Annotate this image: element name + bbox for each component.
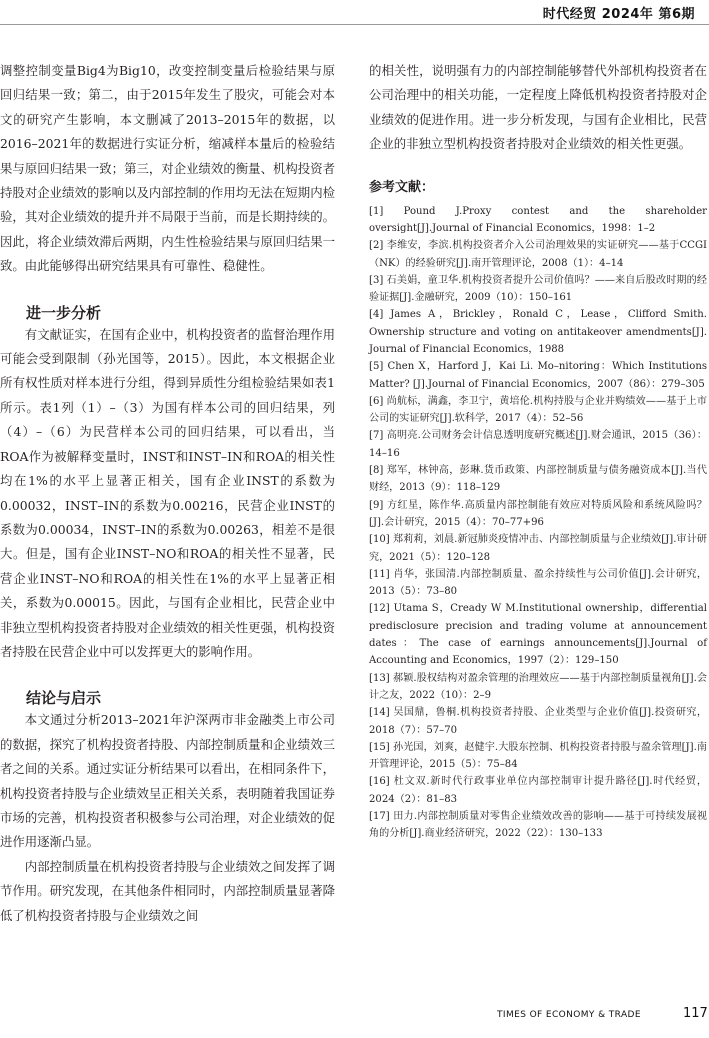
- left-column: [0, 60, 335, 928]
- reference-item: [9] 方红星，陈作华.高质量内部控制能有效应对特质风险和系统风险吗？[J].会计研究，2015（4）：70–77+96: [369, 499, 707, 528]
- reference-item: [17] 田力.内部控制质量对零售企业绩效改善的影响——基于可持续发展视角的分析[J].商业经济研究，2022（22）：130–133: [369, 811, 707, 840]
- reference-item: [5] Chen X，Harford J，Kai Li. Mo–nitoring：Which Institutions Matter? [J].Journal of Financial Economics，2007（86）：279–305: [369, 361, 707, 390]
- heading-conclusion: 结论与启示: [26, 689, 102, 708]
- heading-further-analysis: 进一步分析: [26, 303, 102, 322]
- reference-item: [6] 尚航标，满鑫，李卫宁，黄培伦.机构持股与企业并购绩效——基于上市公司的实证研究[J].软科学，2017（4）：52–56: [369, 395, 707, 425]
- reference-item: [3] 石美娟，童卫华.机构投资者提升公司价值吗？——来自后股改时期的经验证据[J].金融研究，2009（10）：150–161: [369, 274, 707, 304]
- paragraph-robustness: 调整控制变量Big4为Big10，改变控制变量后检验结果与原回归结果一致；第二，由于2015年发生了股灾，可能会对本文的研究产生影响，本文删减了2013–2015年的数据，以2016–2021年的数据进行实证分析，缩减样本量后的检验结果与原回归结果一致；第三，对企业绩效的衡量、机构投资者持股对企业绩效的影响以及内部控制的作用均无法在短期内检验，其对企业绩效的提升并不局限于当前，而是长期持续的。因此，将企业绩效滞后两期，内生性检验结果与原回归结果一致。由此能够得出研究结果具有可靠性、稳健性。: [0, 63, 335, 274]
- reference-item: [12] Utama S，Cready W M.Institutional ownership，differential predisclosure precision and trading volume at announcement dates：The case of earnings announcements[J].Journal of Accounting and Economics，1997（2）：129–150: [369, 603, 707, 667]
- reference-item: [14] 吴国鼎，鲁桐.机构投资者持股、企业类型与企业价值[J].投资研究，2018（7）：57–70: [369, 707, 707, 736]
- page-header: [0, 0, 709, 26]
- reference-item: [10] 郑莉莉，刘晨.新冠肺炎疫情冲击、内部控制质量与企业绩效[J].审计研究，2021（5）：120–128: [369, 534, 707, 563]
- reference-item: [13] 郝颖.股权结构对盈余管理的治理效应——基于内部控制质量视角[J].会计之友，2022（10）：2–9: [369, 672, 707, 701]
- journal-issue-title: 时代经贸 2024年 第6期: [542, 7, 695, 22]
- footer-journal-name: TIMES OF ECONOMY & TRADE: [497, 1010, 641, 1020]
- reference-item: [11] 肖华，张国清.内部控制质量、盈余持续性与公司价值[J].会计研究，2013（5）：73–80: [369, 568, 707, 598]
- header-divider: [0, 24, 709, 25]
- page-number: 117: [683, 1006, 708, 1021]
- reference-item: [1] Pound J.Proxy contest and the shareholder oversight[J].Journal of Financial Economics，1998：1–2: [369, 205, 707, 234]
- reference-item: [2] 李维安，李滨.机构投资者介入公司治理效果的实证研究——基于CCGI（NK）的经验研究[J].南开管理评论，2008（1）：4–14: [369, 240, 707, 269]
- paragraph-conclusion-1: 本文通过分析2013–2021年沪深两市非金融类上市公司的数据，探究了机构投资者持股、内部控制质量和企业绩效三者之间的关系。通过实证分析结果可以看出，在相同条件下，机构投资者持股与企业绩效呈正相关关系，表明随着我国证券市场的完善，机构投资者积极参与公司治理，对企业绩效的促进作用逐渐凸显。: [0, 712, 335, 850]
- paragraph-conclusion-continued: 的相关性，说明强有力的内部控制能够替代外部机构投资者在公司治理中的相关功能，一定程度上降低机构投资者持股对企业绩效的促进作用。进一步分析发现，与国有企业相比，民营企业的非独立型机构投资者持股对企业绩效的相关性更强。: [369, 63, 707, 152]
- reference-item: [15] 孙光国，刘爽，赵健宇.大股东控制、机构投资者持股与盈余管理[J].南开管理评论，2015（5）：75–84: [369, 741, 707, 771]
- paragraph-conclusion-2: 内部控制质量在机构投资者持股与企业绩效之间发挥了调节作用。研究发现，在其他条件相同时，内部控制质量显著降低了机构投资者持股与企业绩效之间: [0, 858, 335, 923]
- paragraph-further-analysis: 有文献证实，在国有企业中，机构投资者的监督治理作用可能会受到限制（孙光国等，2015）。因此，本文根据企业所有权性质对样本进行分组，得到异质性分组检验结果如表1所示。表1列（1）–（3）为国有样本公司的回归结果，列（4）–（6）为民营样本公司的回归结果，可以看出，当ROA作为被解释变量时，INST和INST–IN和ROA的相关性均在1%的水平上显著正相关，国有企业INST的系数为0.00032，INST–IN的系数为0.00216，民营企业INST的系数为0.00034，INST–IN的系数为0.00263，相差不是很大。但是，国有企业INST–NO和ROA的相关性不显著，民营企业INST–NO和ROA的相关性在1%的水平上显著正相关，系数为0.00015。因此，与国有企业相比，民营企业中非独立型机构投资者持股对企业绩效的相关性更强，机构投资者持股在民营企业中可以发挥更大的影响作用。: [0, 326, 335, 659]
- reference-item: [4] James A，Brickley，Ronald C，Lease，Clifford Smith. Ownership structure and voting on antitakeover amendments[J]. Journal of Financial Economics，1988: [369, 309, 707, 355]
- reference-item: [8] 郑军，林钟高，彭琳.货币政策、内部控制质量与债务融资成本[J].当代财经，2013（9）：118–129: [369, 465, 707, 494]
- right-column: [369, 60, 707, 843]
- reference-item: [7] 高明亮.公司财务会计信息透明度研究概述[J].财会通讯，2015（36）：14–16: [369, 430, 707, 459]
- reference-item: [16] 杜文双.新时代行政事业单位内部控制审计提升路径[J].时代经贸，2024（2）：81–83: [369, 776, 707, 805]
- reference-list: [369, 203, 707, 843]
- references-heading: 参考文献：: [369, 179, 435, 195]
